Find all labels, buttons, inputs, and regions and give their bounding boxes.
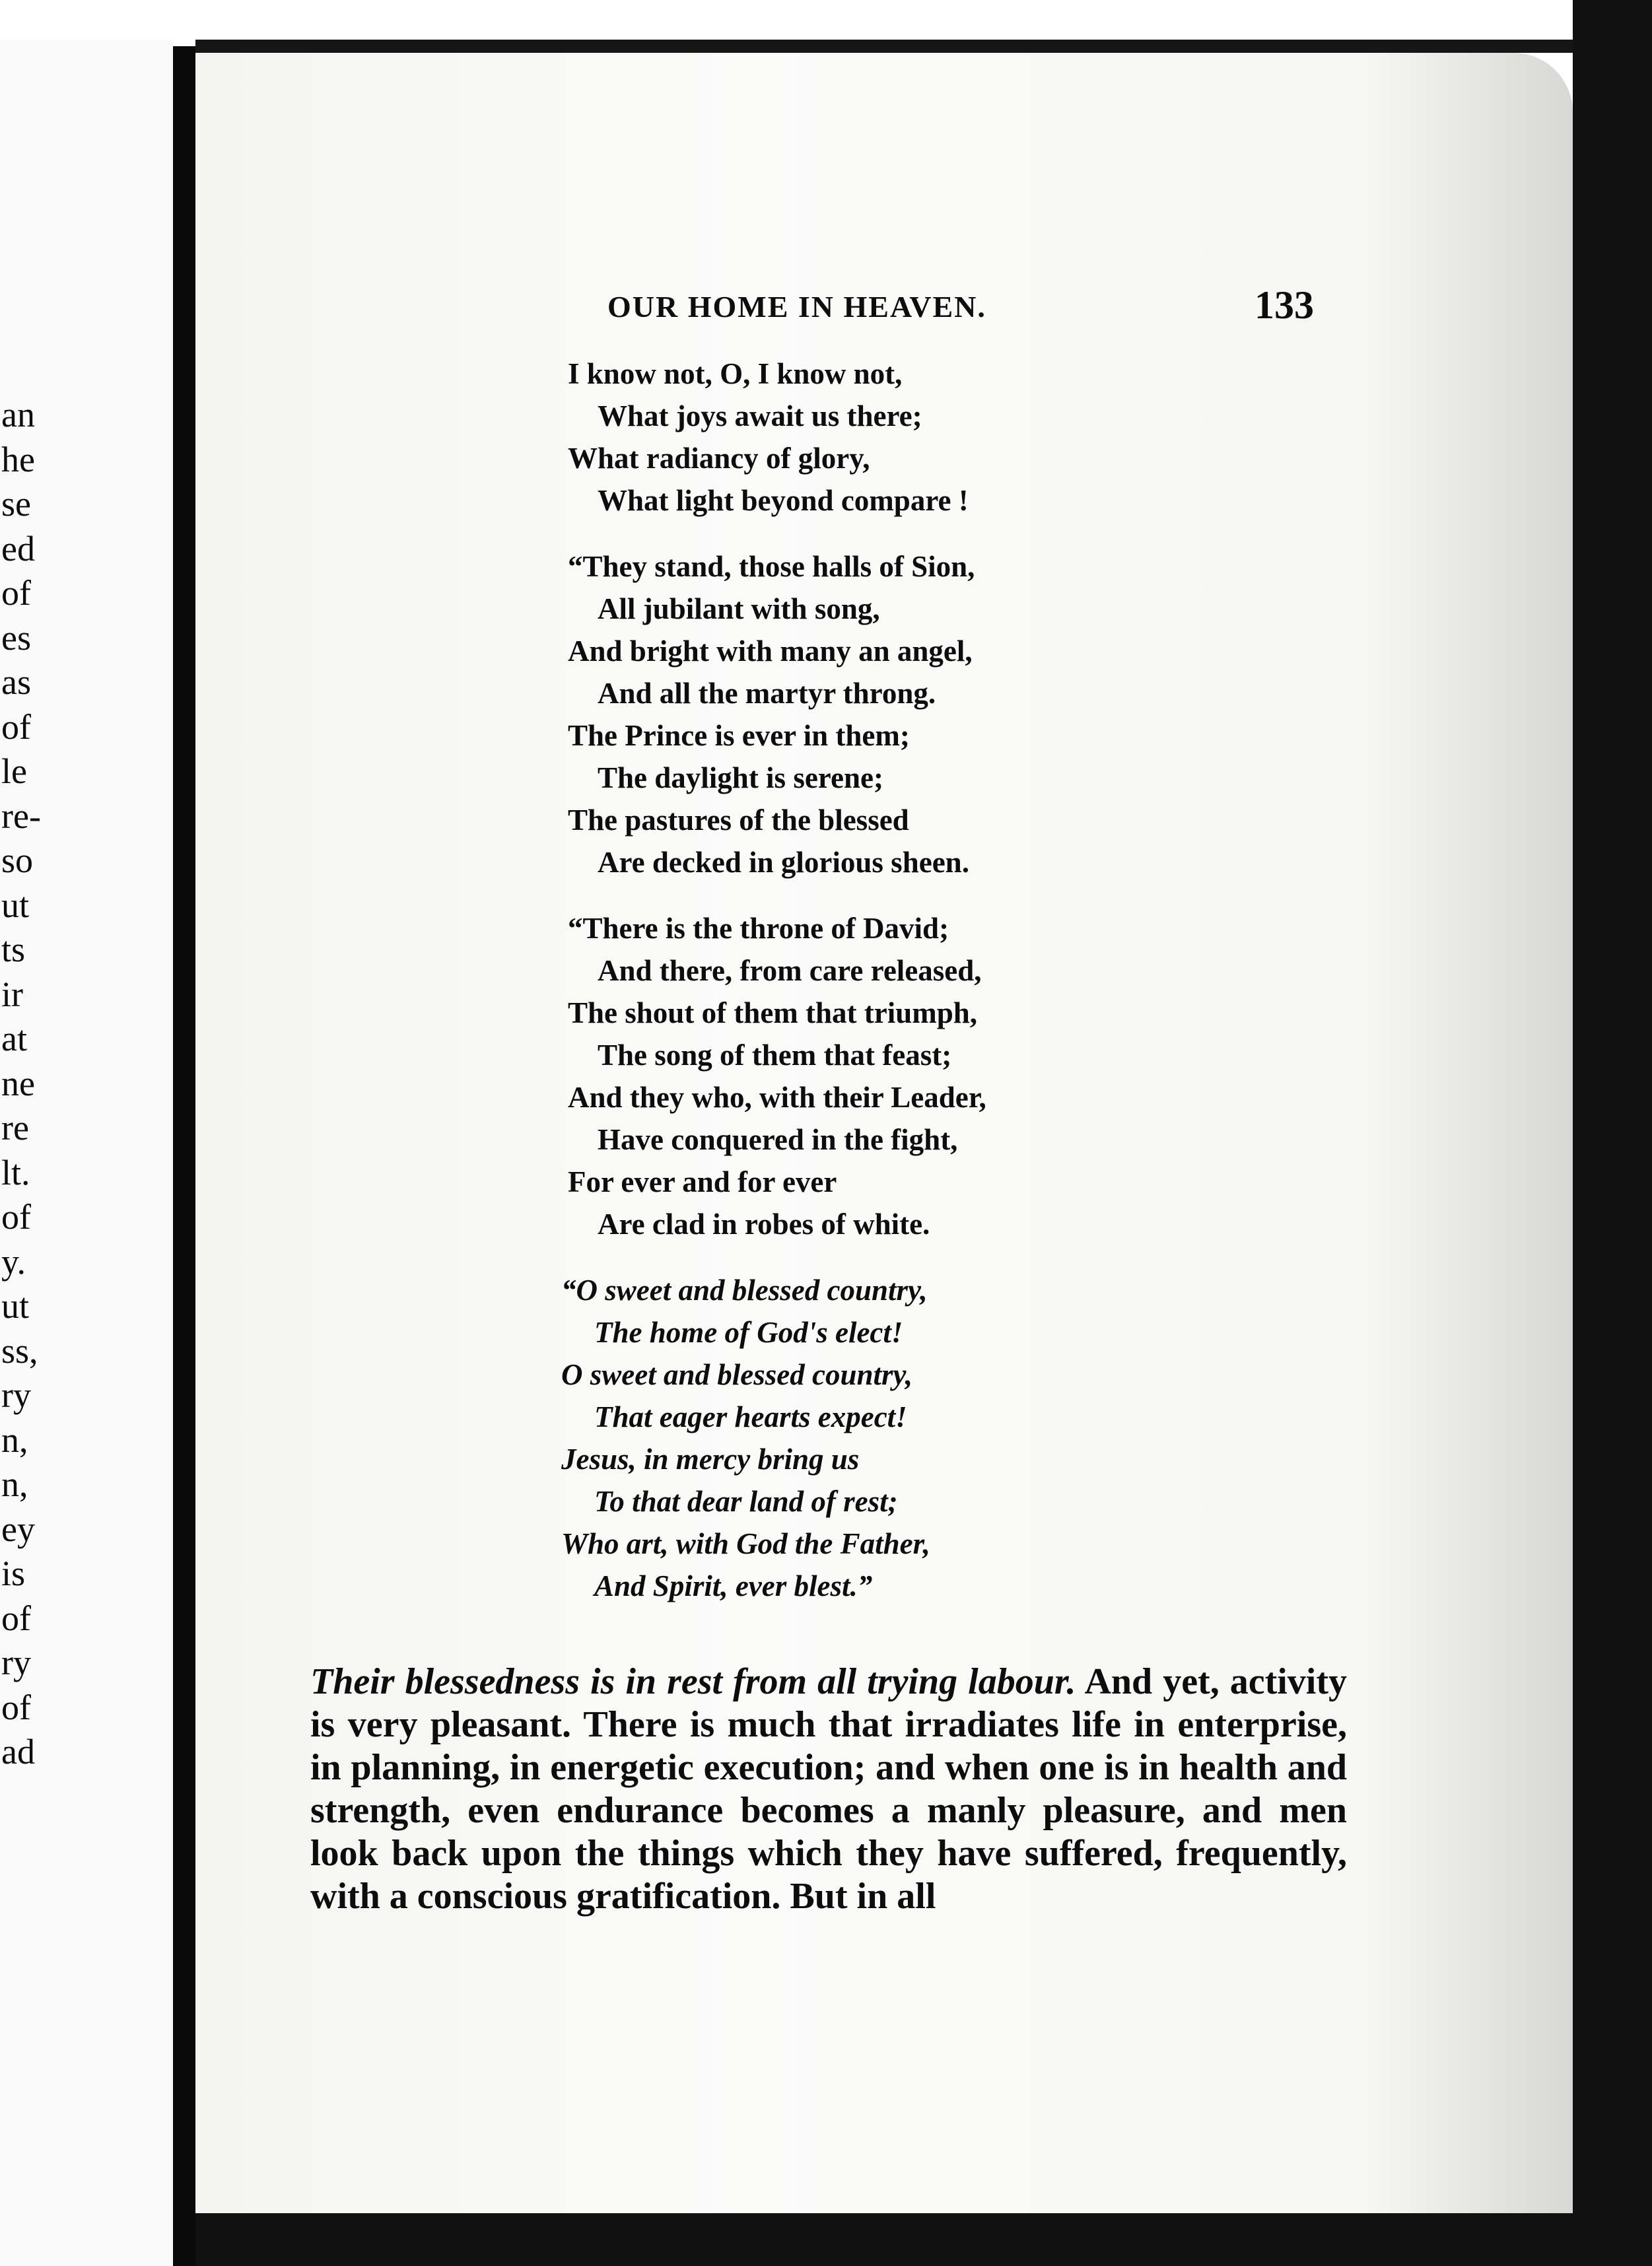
poem-line: The daylight is serene; bbox=[598, 761, 883, 794]
scan-border-bottom bbox=[195, 2213, 1652, 2266]
facing-page-fragment: ry bbox=[1, 1375, 31, 1415]
facing-page-fragment: es bbox=[1, 617, 31, 658]
poem-line: What radiancy of glory, bbox=[568, 442, 870, 475]
poem-line: I know not, O, I know not, bbox=[568, 357, 903, 390]
poem-line: To that dear land of rest; bbox=[594, 1485, 898, 1518]
scan-top-margin bbox=[0, 0, 1652, 40]
poem-line: And they who, with their Leader, bbox=[568, 1081, 986, 1114]
facing-page-fragment: re- bbox=[1, 796, 41, 836]
facing-page-fragment: ad bbox=[1, 1732, 35, 1771]
facing-page-fragment: re bbox=[1, 1108, 29, 1148]
facing-page-fragment: so bbox=[1, 841, 34, 880]
poem-line: And all the martyr throng. bbox=[598, 677, 936, 710]
poem-line: And there, from care released, bbox=[598, 954, 982, 987]
poem-line: That eager hearts expect! bbox=[594, 1400, 907, 1433]
facing-page-text-fragments bbox=[0, 393, 173, 1775]
facing-page-fragment: is bbox=[1, 1554, 26, 1593]
facing-page-fragment: ir bbox=[1, 974, 23, 1014]
poem-line: “There is the throne of David; bbox=[568, 912, 949, 945]
poem-line: And bright with many an angel, bbox=[568, 635, 973, 668]
facing-page bbox=[0, 40, 173, 2266]
facing-page-fragment: le bbox=[1, 751, 27, 791]
facing-page-fragment: of bbox=[1, 573, 31, 613]
poem-line: What joys await us there; bbox=[598, 399, 922, 432]
poem-line: All jubilant with song, bbox=[598, 592, 880, 625]
scan-border-top bbox=[195, 40, 1652, 53]
poem-line: Jesus, in mercy bring us bbox=[561, 1443, 860, 1476]
poem-line: The Prince is ever in them; bbox=[568, 719, 910, 752]
facing-page-fragment: se bbox=[1, 484, 31, 524]
poem-line: The song of them that feast; bbox=[598, 1039, 952, 1072]
facing-page-fragment: of bbox=[1, 1598, 31, 1638]
poem-line: Are clad in robes of white. bbox=[598, 1208, 930, 1241]
poem-line: What light beyond compare ! bbox=[598, 484, 969, 517]
facing-page-fragment: lt. bbox=[1, 1152, 30, 1192]
facing-page-fragment: ed bbox=[1, 528, 35, 568]
facing-page-fragment: at bbox=[1, 1019, 27, 1058]
poem-line: “O sweet and blessed country, bbox=[561, 1274, 928, 1307]
prose-paragraph bbox=[310, 1661, 1347, 1918]
facing-page-fragment: ut bbox=[1, 1286, 30, 1326]
facing-page-fragment: n, bbox=[1, 1420, 28, 1460]
facing-page-fragment: as bbox=[1, 662, 31, 702]
facing-page-fragment: y. bbox=[1, 1241, 26, 1282]
facing-page-fragment: ne bbox=[1, 1063, 35, 1103]
running-header: OUR HOME IN HEAVEN. bbox=[607, 290, 986, 324]
facing-page-fragment: of bbox=[1, 1197, 31, 1237]
poem-line: The shout of them that triumph, bbox=[568, 996, 978, 1029]
facing-page-fragment: of bbox=[1, 1687, 31, 1727]
poem-line: Who art, with God the Father, bbox=[561, 1527, 930, 1560]
page-number: 133 bbox=[1255, 283, 1314, 327]
poem-line: Are decked in glorious sheen. bbox=[598, 846, 969, 879]
scan-border-right bbox=[1573, 0, 1652, 2266]
facing-page-fragment: ts bbox=[1, 930, 26, 969]
facing-page-fragment: ry bbox=[1, 1643, 31, 1682]
book-spine-shadow bbox=[173, 46, 195, 2266]
facing-page-fragment: ut bbox=[1, 885, 30, 925]
facing-page-fragment: ey bbox=[1, 1509, 35, 1549]
poem-line: The pastures of the blessed bbox=[568, 804, 909, 837]
prose-lead-sentence: Their blessedness is in rest from all trying labour. bbox=[310, 1661, 1076, 1702]
poem-line: The home of God's elect! bbox=[594, 1316, 903, 1349]
facing-page-fragment: of bbox=[1, 706, 31, 747]
facing-page-fragment: an bbox=[1, 395, 35, 434]
facing-page-fragment: n, bbox=[1, 1464, 28, 1504]
scan-mark bbox=[1608, 947, 1626, 953]
poem-line: For ever and for ever bbox=[568, 1165, 837, 1198]
poem-line: And Spirit, ever blest.” bbox=[594, 1569, 873, 1602]
facing-page-fragment: he bbox=[1, 439, 35, 479]
facing-page-fragment: ss, bbox=[1, 1330, 38, 1371]
prose-body-text: And yet, activity is very pleasant. There is much that irradiates life in enterprise, in planning, in energetic execution; and when one is in health and strength, even endurance becomes a manly pleasure, and men look back upon the things which they have suffered, frequently, with a conscious gratification. But in all bbox=[310, 1661, 1347, 1917]
poem-line: Have conquered in the fight, bbox=[598, 1123, 958, 1156]
poem-line: “They stand, those halls of Sion, bbox=[568, 550, 975, 583]
poem-line: O sweet and blessed country, bbox=[561, 1358, 913, 1391]
